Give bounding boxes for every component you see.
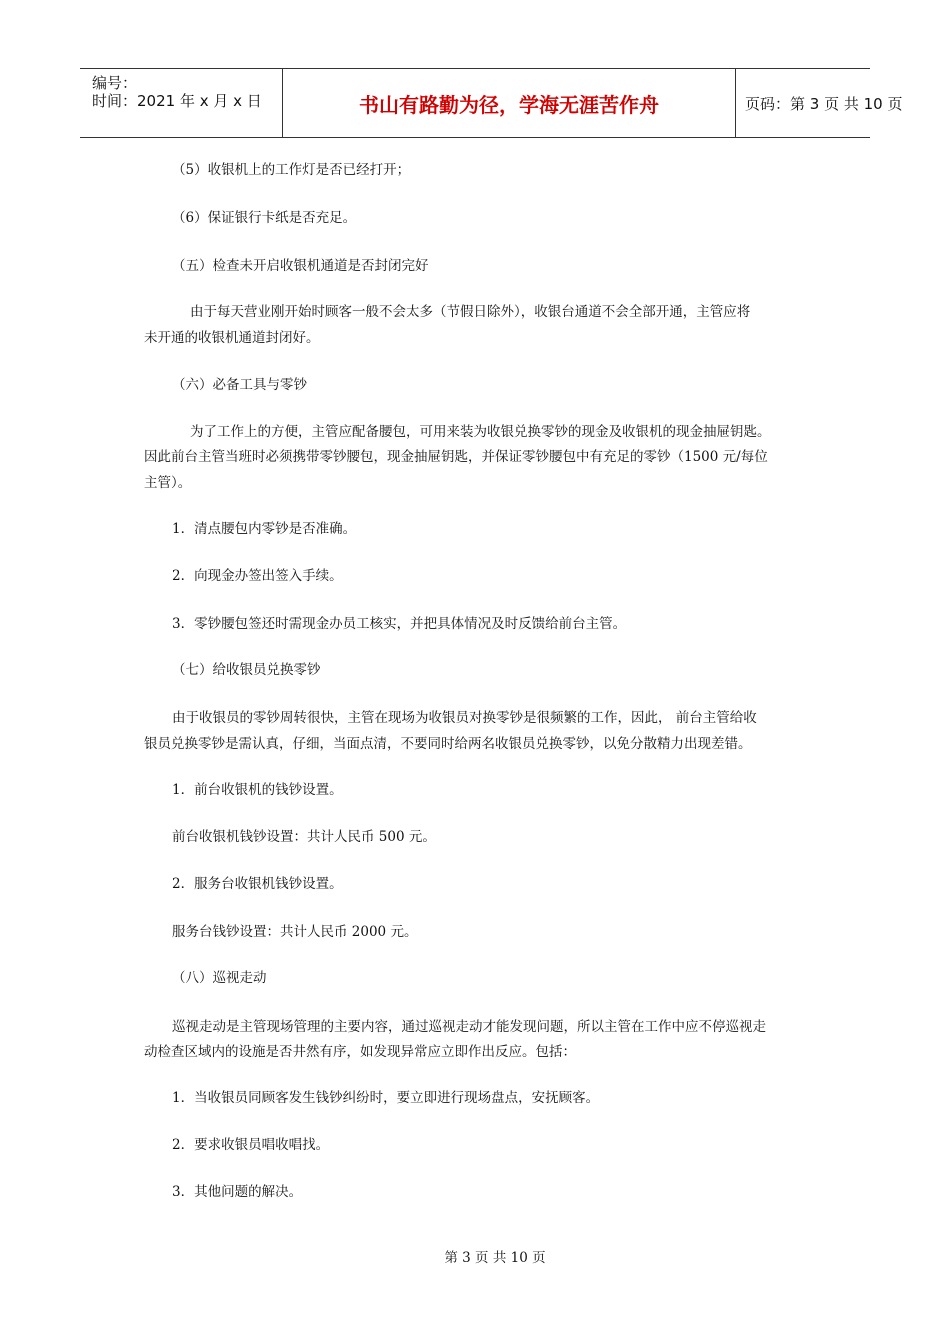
section-heading: （八）巡视走动 [172,970,267,986]
paragraph: 前台收银机钱钞设置：共计人民币 500 元。 [172,829,436,845]
paragraph: 主管）。 [144,475,192,491]
list-item: 1．当收银员同顾客发生钱钞纠纷时，要立即进行现场盘点，安抚顾客。 [172,1090,600,1106]
header-page-cell [735,69,903,137]
paragraph: 由于收银员的零钞周转很快，主管在现场为收银员对换零钞是很频繁的工作，因此， 前台主管给收 [172,710,757,726]
list-item: 1．前台收银机的钱钞设置。 [172,782,343,798]
header-meta-cell [80,69,282,137]
paragraph: 为了工作上的方便，主管应配备腰包，可用来装为收银兑换零钞的现金及收银机的现金抽屉钥匙。 [190,424,771,440]
page-header [80,68,903,138]
list-item: 2．要求收银员唱收唱找。 [172,1137,330,1153]
document-date-label: 时间：2021 年 x 月 x 日 [92,92,262,110]
paragraph: 巡视走动是主管现场管理的主要内容，通过巡视走动才能发现问题，所以主管在工作中应不停巡视走 [172,1019,766,1035]
header-page-code: 页码：第 3 页 共 10 页 [745,94,903,113]
paragraph: （6）保证银行卡纸是否充足。 [172,210,357,226]
section-heading: （五）检查未开启收银机通道是否封闭完好 [172,258,429,274]
page-footer: 第 3 页 共 10 页 [444,1250,546,1266]
list-item: 3．其他问题的解决。 [172,1184,303,1200]
list-item: 2．向现金办签出签入手续。 [172,568,343,584]
section-heading: （七）给收银员兑换零钞 [172,662,321,678]
paragraph: 动检查区域内的设施是否井然有序，如发现异常应立即作出反应。包括： [144,1044,576,1060]
section-heading: （六）必备工具与零钞 [172,377,307,393]
list-item: 1．清点腰包内零钞是否准确。 [172,521,357,537]
document-number-label: 编号： [92,74,138,92]
header-motto-cell [282,69,736,137]
paragraph: （5）收银机上的工作灯是否已经打开； [172,162,411,178]
header-motto: 书山有路勤为径，学海无涯苦作舟 [359,92,659,117]
paragraph: 服务台钱钞设置：共计人民币 2000 元。 [172,924,418,940]
list-item: 3．零钞腰包签还时需现金办员工核实，并把具体情况及时反馈给前台主管。 [172,616,627,632]
paragraph: 银员兑换零钞是需认真，仔细，当面点清，不要同时给两名收银员兑换零钞，以免分散精力出现差错。 [144,736,752,752]
paragraph: 因此前台主管当班时必须携带零钞腰包，现金抽屉钥匙，并保证零钞腰包中有充足的零钞（1500 元/每位 [144,449,768,465]
list-item: 2．服务台收银机钱钞设置。 [172,876,343,892]
paragraph: 未开通的收银机通道封闭好。 [144,330,320,346]
paragraph: 由于每天营业刚开始时顾客一般不会太多（节假日除外），收银台通道不会全部开通，主管应将 [190,304,751,320]
